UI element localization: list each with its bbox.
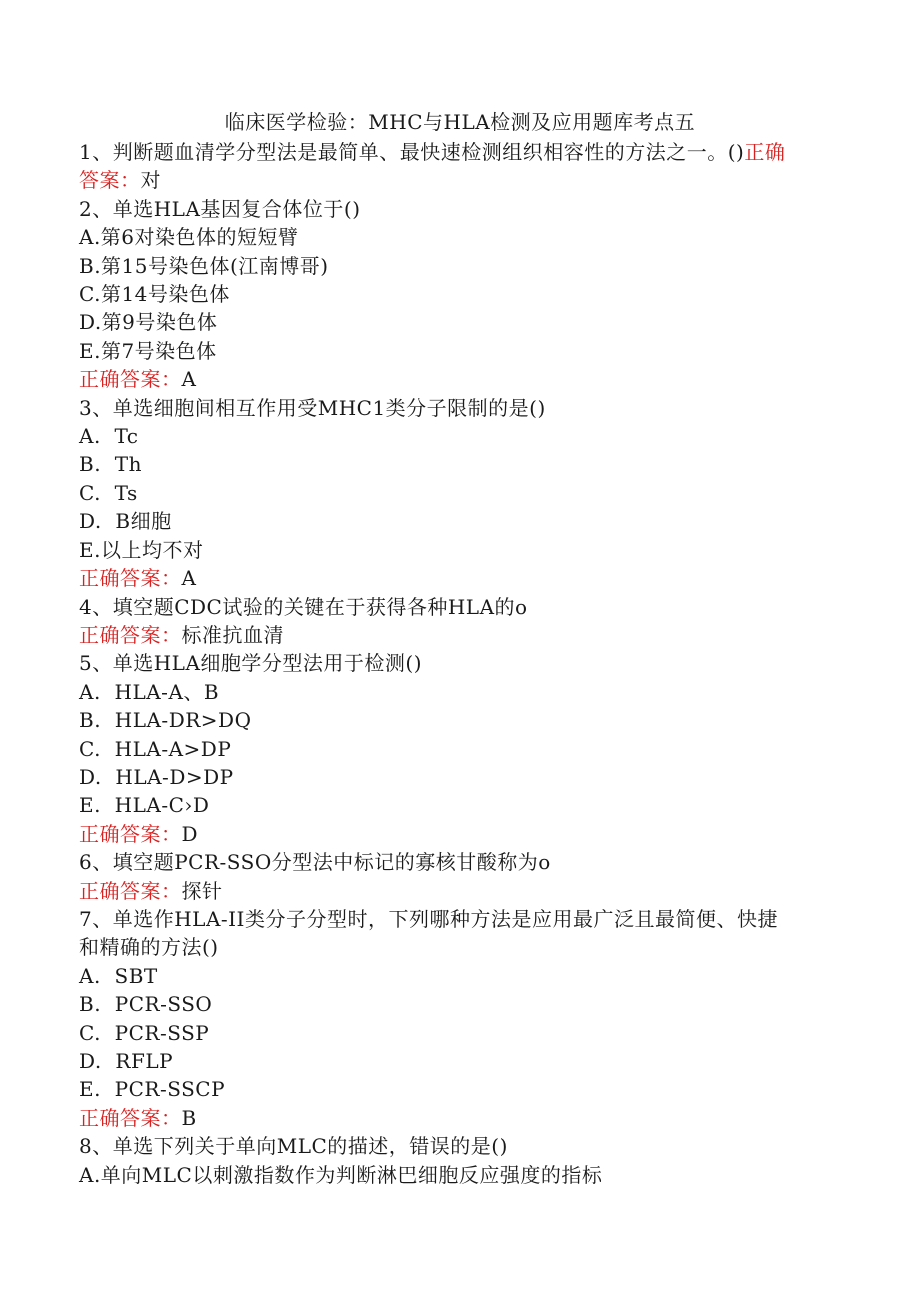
option-item: A. SBT — [79, 963, 158, 988]
answer-label-end: 答案： — [79, 168, 141, 193]
question-6-answer — [79, 877, 839, 905]
question-8-stem: 8、单选下列关于单向MLC的描述，错误的是() — [79, 1134, 508, 1159]
question-stem-text: 1、判断题血清学分型法是最简单、最快速检测组织相容性的方法之一。() — [79, 140, 745, 164]
option-item: E. HLA-C›D — [79, 793, 210, 818]
question-2-answer — [79, 365, 839, 393]
page-title: 临床医学检验：MHC与HLA检测及应用题库考点五 — [224, 110, 696, 134]
question-3-answer — [79, 564, 839, 592]
answer-value: A — [181, 566, 197, 591]
answer-label: 正确答案： — [79, 566, 182, 591]
answer-value: 探针 — [181, 878, 223, 903]
option-item: A. Tc — [79, 424, 139, 449]
answer-value: 对 — [140, 168, 161, 193]
question-list — [79, 138, 839, 1189]
answer-label-start: 正确 — [744, 140, 786, 164]
answer-label: 正确答案： — [79, 622, 182, 647]
answer-label: 正确答案： — [79, 1105, 182, 1130]
option-item: D. HLA-D>DP — [79, 764, 234, 789]
answer-value: D — [181, 821, 199, 846]
option-item: B. HLA-DR>DQ — [79, 708, 252, 733]
question-7-stem: 7、单选作HLA-II类分子分型时，下列哪种方法是应用最广泛且最简便、快捷 — [79, 906, 778, 931]
option-item: D. RFLP — [79, 1049, 174, 1073]
question-5-stem: 5、单选HLA细胞学分型法用于检测() — [79, 651, 422, 676]
option-item: C. Ts — [79, 480, 138, 505]
option-item: B. Th — [79, 452, 142, 477]
answer-value: 标准抗血清 — [181, 622, 284, 647]
option-item: D.第9号染色体 — [79, 310, 218, 335]
option-item: E. PCR-SSCP — [79, 1077, 226, 1102]
option-item: B.第15号染色体(江南博哥) — [79, 253, 329, 278]
option-item: A. HLA-A、B — [79, 679, 220, 704]
option-item: B. PCR-SSO — [79, 992, 213, 1017]
question-7-answer — [79, 1104, 839, 1132]
question-2-stem: 2、单选HLA基因复合体位于() — [79, 196, 361, 221]
option-item: A.第6对染色体的短短臂 — [79, 225, 299, 250]
option-item: C.第14号染色体 — [79, 282, 230, 307]
answer-label: 正确答案： — [79, 878, 182, 903]
answer-label: 正确答案： — [79, 367, 182, 392]
answer-label: 正确答案： — [79, 821, 182, 846]
question-6-stem: 6、填空题PCR-SSO分型法中标记的寡核甘酸称为o — [79, 850, 551, 875]
question-7-stem-continued: 和精确的方法() — [79, 935, 219, 960]
option-item: E.第7号染色体 — [79, 338, 217, 363]
option-item: D. B细胞 — [79, 509, 172, 534]
answer-value: B — [181, 1105, 197, 1130]
question-1-stem — [79, 138, 839, 166]
question-1-answer — [79, 166, 839, 194]
question-4-answer — [79, 621, 839, 649]
option-item: C. HLA-A>DP — [79, 736, 232, 761]
option-item: A.单向MLC以刺激指数作为判断淋巴细胞反应强度的指标 — [79, 1162, 603, 1187]
option-item: E.以上均不对 — [79, 537, 204, 562]
question-5-answer — [79, 820, 839, 848]
answer-value: A — [181, 367, 197, 392]
option-item: C. PCR-SSP — [79, 1020, 210, 1045]
question-3-stem: 3、单选细胞间相互作用受MHC1类分子限制的是() — [79, 395, 546, 420]
question-4-stem: 4、填空题CDC试验的关键在于获得各种HLA的o — [79, 594, 528, 619]
